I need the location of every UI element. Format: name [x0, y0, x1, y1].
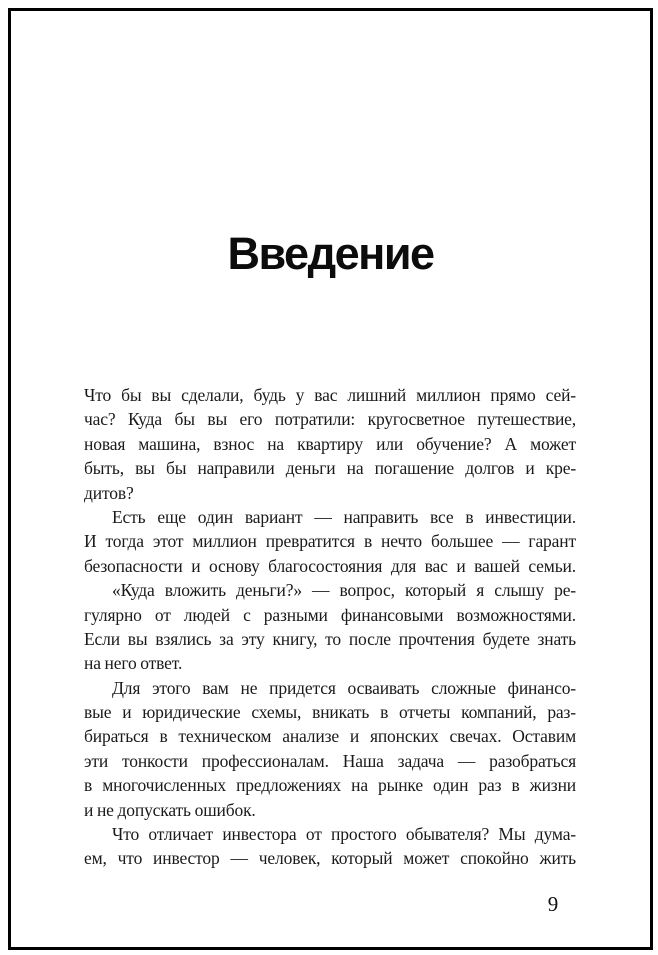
text-line: Если вы взялись за эту книгу, то после прочтения будете знать: [84, 628, 576, 649]
text-line: Что бы вы сделали, будь у вас лишний миллион прямо сей-: [84, 385, 576, 405]
chapter-title: Введение: [227, 228, 434, 279]
text-line: в многочисленных предложениях на рынке один раз в жизни: [84, 775, 576, 796]
text-line: и не допускать ошибок.: [84, 799, 256, 820]
text-line: Есть еще один вариант — направить все в инвестиции.: [112, 506, 576, 527]
text-line: час? Куда бы вы его потратили: кругосветное путешествие,: [84, 409, 576, 430]
text-line: дитов?: [84, 482, 134, 503]
text-line: новая машина, взнос на квартиру или обучение? А может: [84, 433, 576, 454]
text-line: «Куда вложить деньги?» — вопрос, который я слышу ре-: [112, 580, 576, 601]
text-line: ем, что инвестор — человек, который может спокойно жить: [84, 848, 576, 869]
body-text: [84, 385, 576, 873]
text-line: Для этого вам не придется осваивать сложные финансо-: [112, 677, 576, 698]
text-line: бираться в техническом анализе и японских свечах. Оставим: [84, 726, 576, 747]
text-line: Что отличает инвестора от простого обывателя? Мы дума-: [112, 824, 576, 845]
text-line: вые и юридические схемы, вникать в отчеты компаний, раз-: [84, 702, 576, 723]
text-line: на него ответ.: [84, 653, 183, 674]
text-line: безопасности и основу благосостояния для вас и вашей семьи.: [84, 555, 576, 576]
text-line: быть, вы бы направили деньги на погашение долгов и кре-: [84, 458, 576, 479]
text-line: эти тонкости профессионалам. Наша задача — разобраться: [84, 750, 576, 771]
text-line: И тогда этот миллион превратится в нечто большее — гарант: [84, 531, 576, 552]
page-number: 9: [547, 892, 559, 916]
text-line: гулярно от людей с разными финансовыми возможностями.: [84, 604, 576, 625]
